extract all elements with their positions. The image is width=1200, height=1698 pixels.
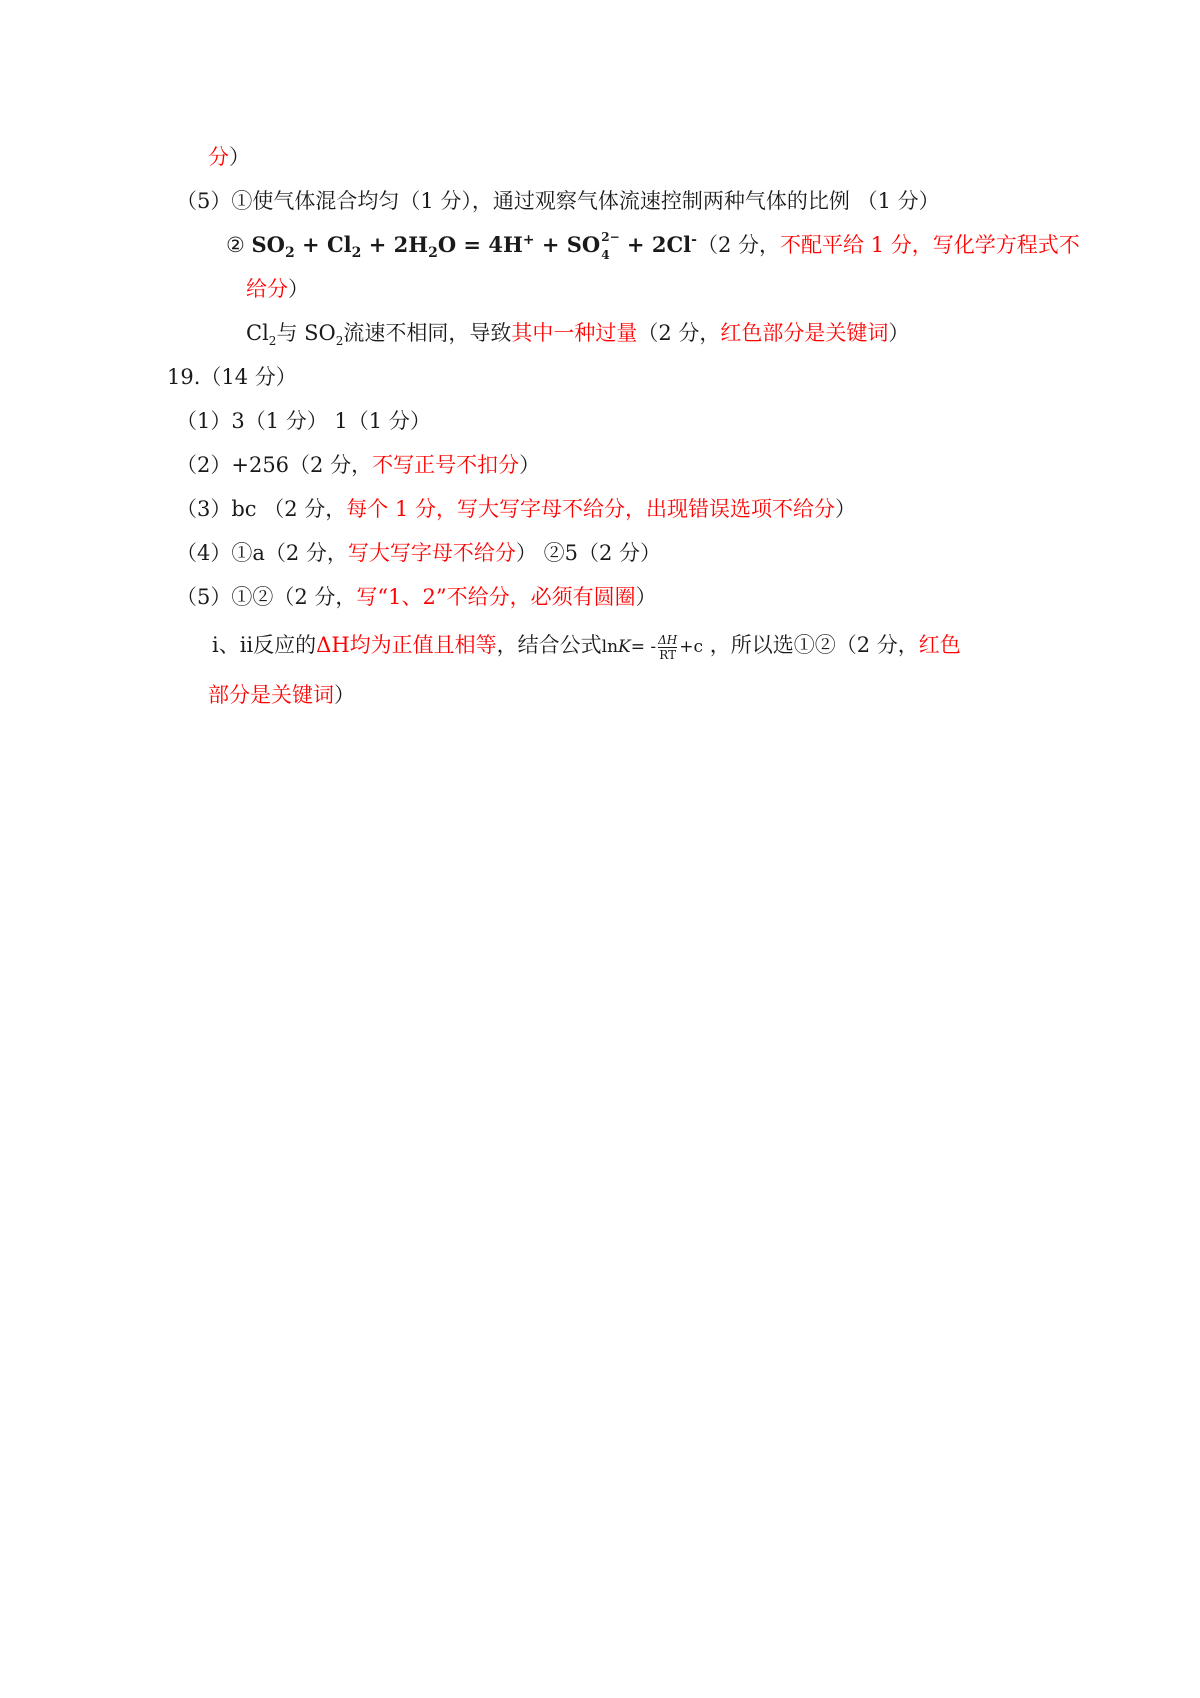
- red-keyword: 不写正号不扣分: [372, 453, 520, 477]
- red-keyword: 分: [208, 145, 229, 169]
- text: （5）①使气体混合均匀（1 分），通过观察气体流速控制两种气体的比例 （1 分）: [176, 189, 940, 213]
- ionic-equation: $SO_2 + Cl_2 + 2H_2O = 4H^+$ + SO 2− 4 + 2Cl-: [251, 230, 697, 262]
- red-keyword: 不配平给 1 分，写化学方程式不: [780, 233, 1080, 257]
- line-19-3: （3）bc （2 分，每个 1 分，写大写字母不给分，出现错误选项不给分）: [176, 497, 856, 521]
- formula-lnK: lnK= - $\frac{\Delta H}{RT}$ +c: [601, 633, 704, 662]
- text: ）: [229, 145, 250, 169]
- line-19-5-tail: 部分是关键词）: [208, 683, 355, 707]
- text: （2 分，: [696, 233, 781, 257]
- line-2: [176, 186, 940, 216]
- line-5: $Cl_2$与 $SO_2$流速不相同，导致其中一种过量（2 分，红色部分是关键词）: [246, 321, 910, 349]
- line-19-5-explanation: ⅰ、ⅱ反应的ΔH均为正值且相等，结合公式lnK= - $\frac{\Delta H}{RT}$ +c ，所以选①②（2 分，红色: [212, 633, 961, 662]
- text: ）: [288, 277, 309, 301]
- red-keyword: 红色部分是关键词: [720, 321, 889, 345]
- red-keyword: 红色: [918, 633, 961, 657]
- line-19-4: （4）①a（2 分，写大写字母不给分） ②5（2 分）: [176, 541, 661, 565]
- line-19-2: （2）+256（2 分，不写正号不扣分）: [176, 453, 541, 477]
- question-19-heading: 19.（14 分）: [167, 365, 297, 389]
- red-keyword: 每个 1 分，写大写字母不给分，出现错误选项不给分: [346, 497, 835, 521]
- red-keyword: 给分: [246, 277, 288, 301]
- line-19-5: （5）①②（2 分，写“1、2”不给分，必须有圆圈）: [176, 585, 657, 609]
- line-1: [208, 142, 250, 172]
- red-keyword: ΔH均为正值且相等: [316, 633, 497, 657]
- red-keyword: 部分是关键词: [208, 683, 334, 707]
- line-3-ionic-equation: [226, 230, 1080, 267]
- line-19-1: （1）3（1 分） 1（1 分）: [176, 409, 431, 433]
- red-keyword: 其中一种过量: [511, 321, 638, 345]
- red-keyword: 写“1、2”不给分，必须有圆圈: [356, 585, 636, 609]
- item-number: ②: [226, 233, 245, 257]
- red-keyword: 写大写字母不给分: [347, 541, 516, 565]
- fraction-dH-over-RT: $\frac{\Delta H}{RT}$: [658, 633, 678, 662]
- line-4: [246, 274, 309, 304]
